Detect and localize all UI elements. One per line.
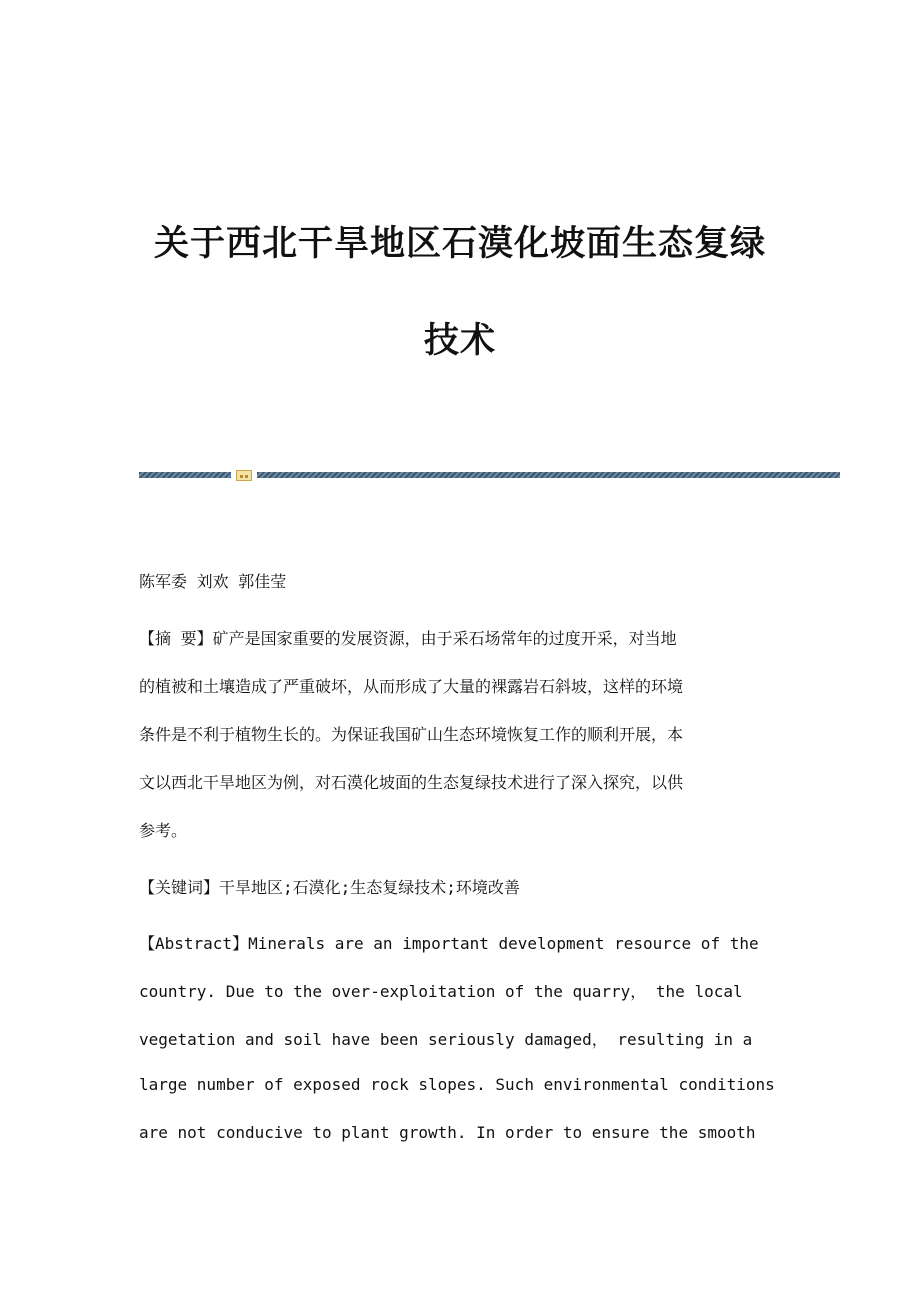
- abstract-en-line-2: country. Due to the over-exploitation of the quarry， the local: [139, 982, 743, 1001]
- abstract-en-line-4: large number of exposed rock slopes. Such environmental conditions: [139, 1075, 775, 1094]
- abstract-en-line-5: are not conducive to plant growth. In order to ensure the smooth: [139, 1123, 756, 1142]
- abstract-en-line-1: 【Abstract】Minerals are an important development resource of the: [139, 934, 759, 953]
- abstract-cn-line-2: 的植被和土壤造成了严重破坏，从而形成了大量的裸露岩石斜坡，这样的环境: [139, 677, 684, 696]
- abstract-cn-line-5: 参考。: [139, 821, 188, 840]
- abstract-cn-line-3: 条件是不利于植物生长的。为保证我国矿山生态环境恢复工作的顺利开展，本: [139, 725, 684, 744]
- document-title-line-2: 技术: [423, 320, 496, 361]
- divider-bar-left: [139, 472, 231, 478]
- divider-ornament-icon: [236, 470, 252, 481]
- keywords: 【关键词】干旱地区;石漠化;生态复绿技术;环境改善: [139, 878, 520, 897]
- abstract-en-line-3: vegetation and soil have been seriously damaged， resulting in a: [139, 1030, 753, 1049]
- abstract-cn-line-4: 文以西北干旱地区为例，对石漠化坡面的生态复绿技术进行了深入探究，以供: [139, 773, 684, 792]
- divider-bar-right: [257, 472, 840, 478]
- document-title-line-1: 关于西北干旱地区石漠化坡面生态复绿: [153, 223, 766, 264]
- title-divider: [139, 470, 840, 481]
- abstract-cn-line-1: 【摘 要】矿产是国家重要的发展资源，由于采石场常年的过度开采，对当地: [139, 629, 677, 648]
- authors: 陈军委 刘欢 郭佳莹: [139, 572, 287, 591]
